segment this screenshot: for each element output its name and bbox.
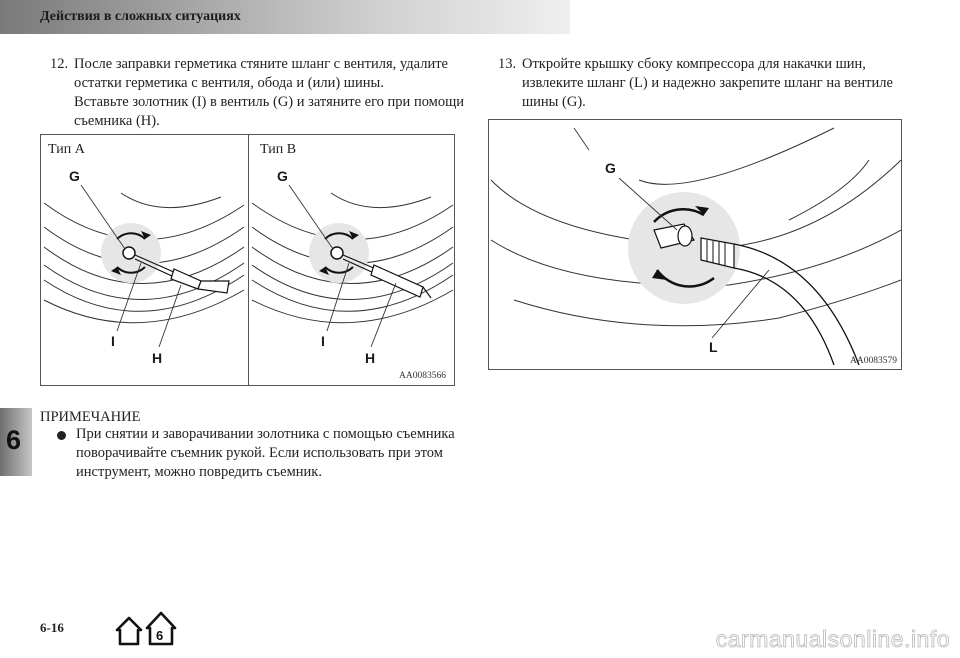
step-12 [50, 55, 470, 135]
label-l: L [709, 339, 718, 355]
label-g-type-a: G [69, 168, 80, 184]
figure-code: AA0083579 [850, 356, 897, 366]
step-line: извлеките шланг (L) и надежно закрепите шланг на вентиле [522, 75, 893, 91]
label-i-type-b: I [321, 333, 325, 349]
page-title: Действия в сложных ситуациях [40, 9, 241, 24]
label-h-type-a: H [152, 350, 163, 366]
step-13 [498, 55, 938, 115]
section-tab-number: 6 [6, 425, 22, 455]
label-g: G [605, 160, 616, 176]
hose-valve-drawing [489, 120, 902, 370]
step-number: 13. [498, 56, 517, 72]
step-line: шины (G). [522, 94, 586, 110]
step-line: съемника (H). [74, 113, 160, 129]
step-text [74, 55, 464, 131]
note-line: При снятии и заворачивании золотника с помощью съемника [76, 426, 455, 442]
watermark: carmanualsonline.info [715, 626, 950, 652]
note-line: инструмент, можно повредить съемник. [76, 464, 322, 480]
note-text [76, 425, 455, 482]
valve-core-illustration [40, 134, 455, 386]
page-number: 6-16 [40, 620, 64, 635]
step-line: остатки герметика с вентиля, обода и (или) шины. [74, 75, 384, 91]
note-line: поворачивайте съемник рукой. Если использовать при этом [76, 445, 443, 461]
label-h-type-b: H [365, 350, 376, 366]
label-i-type-a: I [111, 333, 115, 349]
step-number: 12. [50, 56, 69, 72]
step-line: После заправки герметика стяните шланг с вентиля, удалите [74, 56, 448, 72]
home-icon[interactable] [114, 614, 144, 646]
label-g-type-b: G [277, 168, 288, 184]
type-a-label: Тип А [48, 142, 85, 157]
tire-valve-drawing [41, 135, 455, 386]
hose-connection-illustration [488, 119, 902, 370]
bullet-icon [57, 431, 66, 440]
note-heading: ПРИМЕЧАНИЕ [40, 409, 141, 425]
type-b-label: Тип В [260, 142, 297, 157]
index-icon-label: 6 [156, 628, 164, 643]
step-line: Вставьте золотник (I) в вентиль (G) и затяните его при помощи [74, 94, 465, 110]
step-line: Откройте крышку сбоку компрессора для накачки шин, [522, 56, 866, 72]
nav-icons [114, 608, 178, 648]
step-text [522, 55, 893, 112]
figure-code: AA0083566 [399, 371, 446, 381]
